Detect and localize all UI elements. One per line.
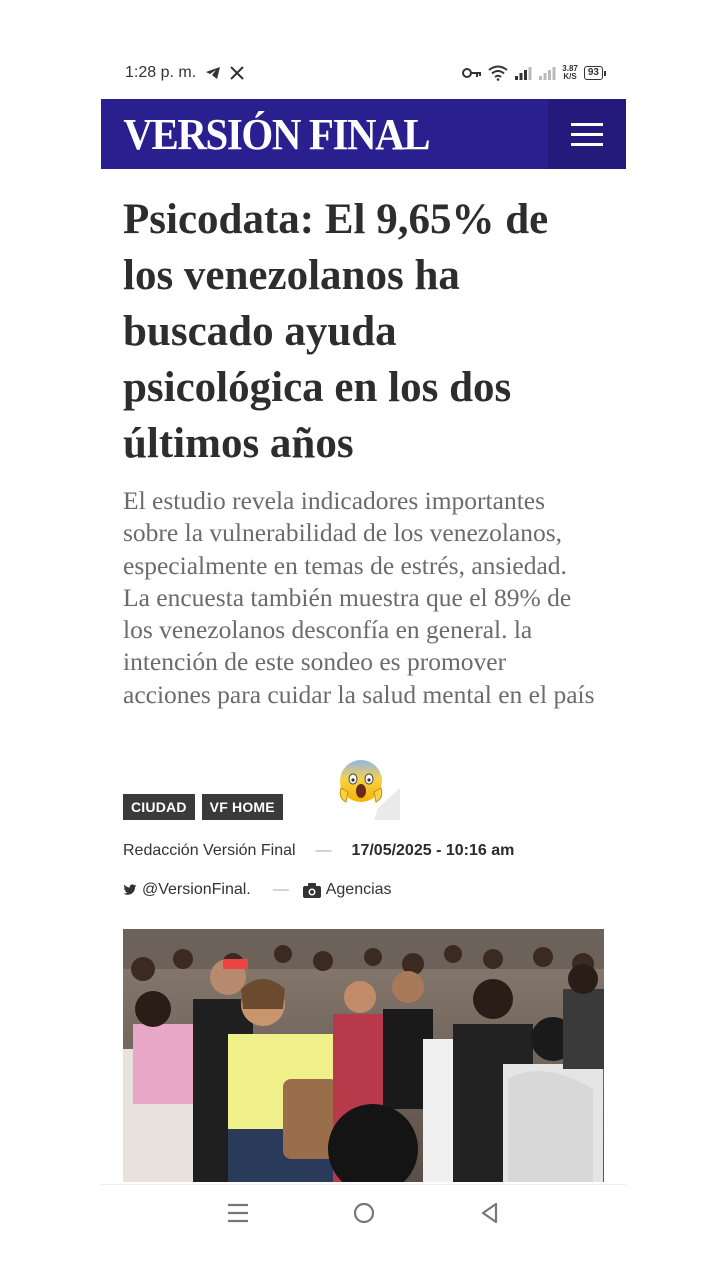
hamburger-icon	[571, 123, 603, 126]
article-lead: El estudio revela indicadores importantes sobre la vulnerabilidad de los venezolanos, especialmente en temas de estrés, ansiedad. La encuesta también muestra que el 89% de los venezolanos desconfía en general. la intención de este sondeo es promover acciones para cuidar la salud mental en el país	[123, 486, 595, 709]
article-byline	[123, 842, 603, 860]
system-navbar	[101, 1184, 626, 1241]
article-photo[interactable]	[123, 929, 604, 1182]
twitter-handle[interactable]: @VersionFinal.	[142, 881, 251, 898]
back-icon[interactable]	[477, 1200, 503, 1226]
tag-ciudad[interactable]: CIUDAD	[123, 794, 195, 820]
article-tags	[123, 794, 283, 820]
status-time: 1:28 p. m.	[125, 64, 197, 81]
article-headline: Psicodata: El 9,65% de los venezolanos ha buscado ayuda psicológica en los dos últimos años	[123, 196, 549, 467]
article-date: 17/05/2025 - 10:16 am	[351, 842, 515, 859]
menu-button[interactable]	[548, 99, 626, 169]
status-bar	[101, 60, 603, 86]
signal-icon	[514, 66, 532, 80]
byline-separator: —	[315, 842, 332, 859]
photo-credit: Agencias	[325, 881, 392, 898]
site-logo[interactable]: VERSIÓN FINAL	[123, 109, 430, 159]
key-icon	[462, 67, 482, 79]
signal-icon	[538, 66, 556, 80]
x-icon	[230, 66, 244, 80]
telegram-icon	[205, 66, 221, 80]
site-header	[101, 99, 626, 169]
network-speed: 3.87 K/S	[562, 64, 578, 81]
battery-indicator: 93	[584, 66, 603, 80]
article-author[interactable]: Redacción Versión Final	[123, 842, 296, 859]
camera-icon	[303, 883, 321, 898]
article-credits	[123, 881, 392, 899]
menu-icon[interactable]	[225, 1200, 251, 1226]
credits-separator: —	[272, 881, 289, 898]
wifi-icon	[488, 65, 508, 81]
screaming-face-icon[interactable]	[338, 758, 400, 820]
twitter-icon	[123, 884, 137, 896]
home-icon[interactable]	[351, 1200, 377, 1226]
tag-vf-home[interactable]: VF HOME	[202, 794, 283, 820]
